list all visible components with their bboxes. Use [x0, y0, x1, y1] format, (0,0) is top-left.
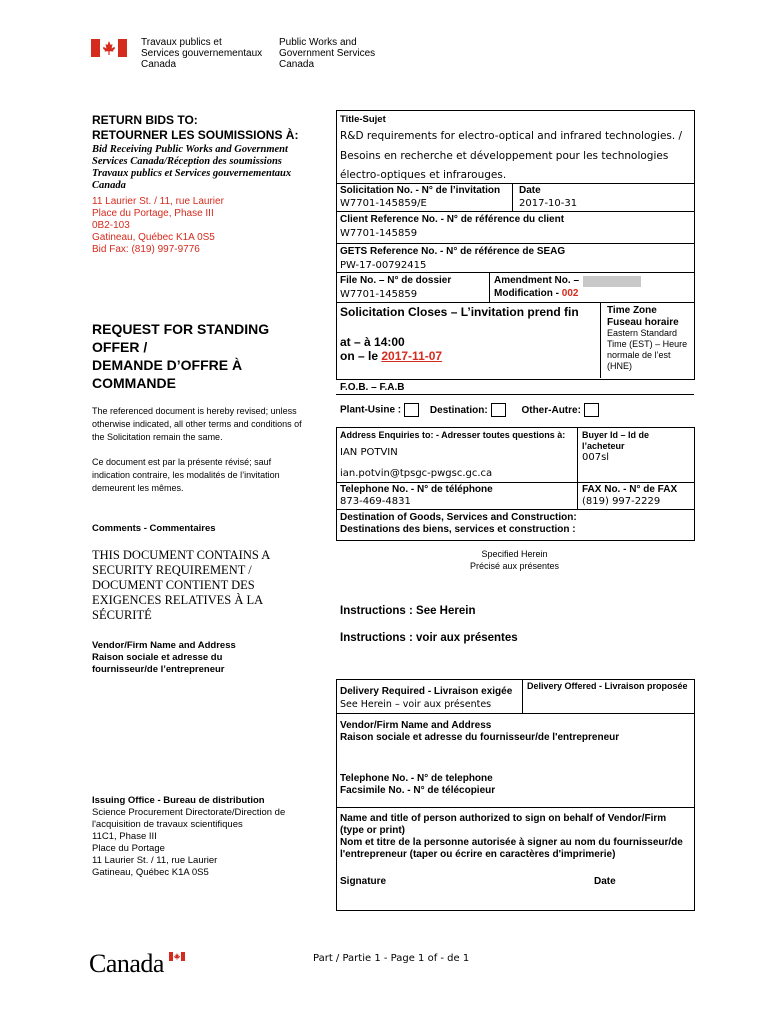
gets-ref-value: PW-17-00792415: [340, 260, 427, 271]
page-number: Part / Partie 1 - Page 1 of - de 1: [313, 953, 470, 964]
signature-date-label: Date: [594, 876, 616, 887]
vendor-left-label: Vendor/Firm Name and Address Raison sociale et adresse du fournisseur/de l’entrepreneur: [92, 640, 236, 675]
department-name-fr: Travaux publics et Services gouvernementaux Canada: [141, 37, 263, 70]
delivery-required-value: See Herein – voir aux présentes: [340, 699, 492, 710]
telephone-label: Telephone No. - N° de téléphone: [340, 484, 493, 495]
amendment-label: Amendment No. –: [494, 275, 580, 286]
other-checkbox[interactable]: [584, 403, 599, 417]
fob-label: F.O.B. – F.A.B: [340, 382, 405, 393]
closing-time: at – à 14:00: [340, 335, 405, 349]
plant-checkbox[interactable]: [404, 403, 419, 417]
contact-name: IAN POTVIN: [340, 447, 398, 458]
closing-date: on – le 2017-11-07: [340, 349, 443, 363]
file-no-label: File No. – N° de dossier: [340, 275, 452, 286]
time-zone-value: Eastern Standard Time (EST) – Heure normale de l’est (HNE): [607, 328, 688, 371]
authorized-person-label: Name and title of person authorized to sign on behalf of Vendor/Firm (type or print) Nom et titre de la personne autorisée à signer au nom du fournisseur/de l'entrepreneur (taper ou écrire en caractères d'imprimerie): [340, 813, 683, 860]
closing-label: Solicitation Closes – L’invitation prend fin: [340, 305, 579, 319]
time-zone-label: Time Zone Fuseau horaire: [607, 305, 679, 328]
canada-wordmark: Canada: [89, 949, 164, 978]
wordmark-flag-icon: [169, 952, 185, 961]
department-name-en: Public Works and Government Services Canada: [279, 37, 376, 70]
title-label: Title-Sujet: [340, 114, 386, 125]
canada-flag-icon: [91, 39, 127, 57]
date-label: Date: [519, 185, 541, 196]
telephone-value: 873-469-4831: [340, 496, 411, 507]
issuing-office: Issuing Office - Bureau de distribution Science Procurement Directorate/Direction de l'acquisition de travaux scientifiques 11C1, Phase III Place du Portage 11 Laurier St. / 11, rue Laurier Gatineau, Québec K1A 0S5: [92, 795, 286, 878]
return-bids-title: RETURN BIDS TO: RETOURNER LES SOUMISSIONS À:: [92, 113, 299, 142]
instructions-en: Instructions : See Herein: [340, 605, 476, 617]
revision-note-en: The referenced document is hereby revised; unless otherwise indicated, all other terms and conditions of the Solicitation remain the same.: [92, 406, 302, 442]
title-value: R&D requirements for electro-optical and infrared technologies. / Besoins en recherche et développement pour les technologies électro-optiques et infrarouges.: [340, 130, 683, 181]
issuing-office-label: Issuing Office - Bureau de distribution: [92, 795, 265, 806]
amendment-grey-fill: [583, 276, 641, 287]
date-value: 2017-10-31: [519, 198, 578, 209]
buyer-id-label: Buyer Id – Id de l’acheteur: [582, 430, 650, 451]
destination-goods-label: Destination of Goods, Services and Construction: Destinations des biens, services et construction :: [340, 512, 577, 535]
fax-value: (819) 997-2229: [582, 496, 661, 507]
vendor-name-label: Vendor/Firm Name and Address Raison sociale et adresse du fournisseur/de l'entrepreneur: [340, 720, 620, 743]
client-ref-label: Client Reference No. - N° de référence du client: [340, 214, 565, 225]
vendor-phone-label: Telephone No. - N° de telephone Facsimile No. - N° de télécopieur: [340, 773, 496, 796]
modification-value: 002: [561, 288, 579, 299]
delivery-offered-label: Delivery Offered - Livraison proposée: [527, 681, 688, 691]
file-no-value: W7701-145859: [340, 289, 418, 300]
destination-checkbox[interactable]: [491, 403, 506, 417]
contact-email[interactable]: ian.potvin@tpsgc-pwgsc.gc.ca: [340, 468, 493, 479]
comments-label: Comments - Commentaires: [92, 523, 216, 534]
solicitation-no-value: W7701-145859/E: [340, 198, 427, 209]
closing-date-value: 2017-11-07: [381, 349, 443, 363]
bid-receiving-address: 11 Laurier St. / 11, rue Laurier Place du Portage, Phase III 0B2-103 Gatineau, Québec K1A 0S5 Bid Fax: (819) 997-9776: [92, 196, 224, 255]
gets-ref-label: GETS Reference No. - N° de référence de SEAG: [340, 246, 566, 257]
solicitation-no-label: Solicitation No. - N° de l’invitation: [340, 185, 501, 196]
modification-label: Modification - 002: [494, 288, 579, 299]
buyer-id-value: 007sl: [582, 452, 610, 463]
fax-label: FAX No. - N° de FAX: [582, 484, 678, 495]
client-ref-value: W7701-145859: [340, 228, 418, 239]
delivery-required-label: Delivery Required - Livraison exigée: [340, 686, 513, 697]
address-enquiries-label: Address Enquiries to: - Adresser toutes questions à:: [340, 430, 566, 440]
specified-herein: Specified Herein Précisé aux présentes: [469, 549, 560, 571]
instructions-fr: Instructions : voir aux présentes: [340, 632, 518, 644]
bid-receiving-name: Bid Receiving Public Works and Government Services Canada/Réception des soumissions Travaux publics et Services gouvernementaux Canada: [92, 144, 292, 191]
security-requirement: THIS DOCUMENT CONTAINS A SECURITY REQUIREMENT / DOCUMENT CONTIENT DES EXIGENCES RELATIVES À LA SÉCURITÉ: [92, 548, 270, 622]
revision-note-fr: Ce document est par la présente révisé; sauf indication contraire, les modalités de l’invitation demeurent les mêmes.: [92, 457, 280, 493]
fob-options: Plant-Usine : Destination: Other-Autre:: [340, 403, 599, 417]
signature-label: Signature: [340, 876, 387, 887]
request-title: REQUEST FOR STANDING OFFER / DEMANDE D’OFFRE À COMMANDE: [92, 321, 270, 391]
